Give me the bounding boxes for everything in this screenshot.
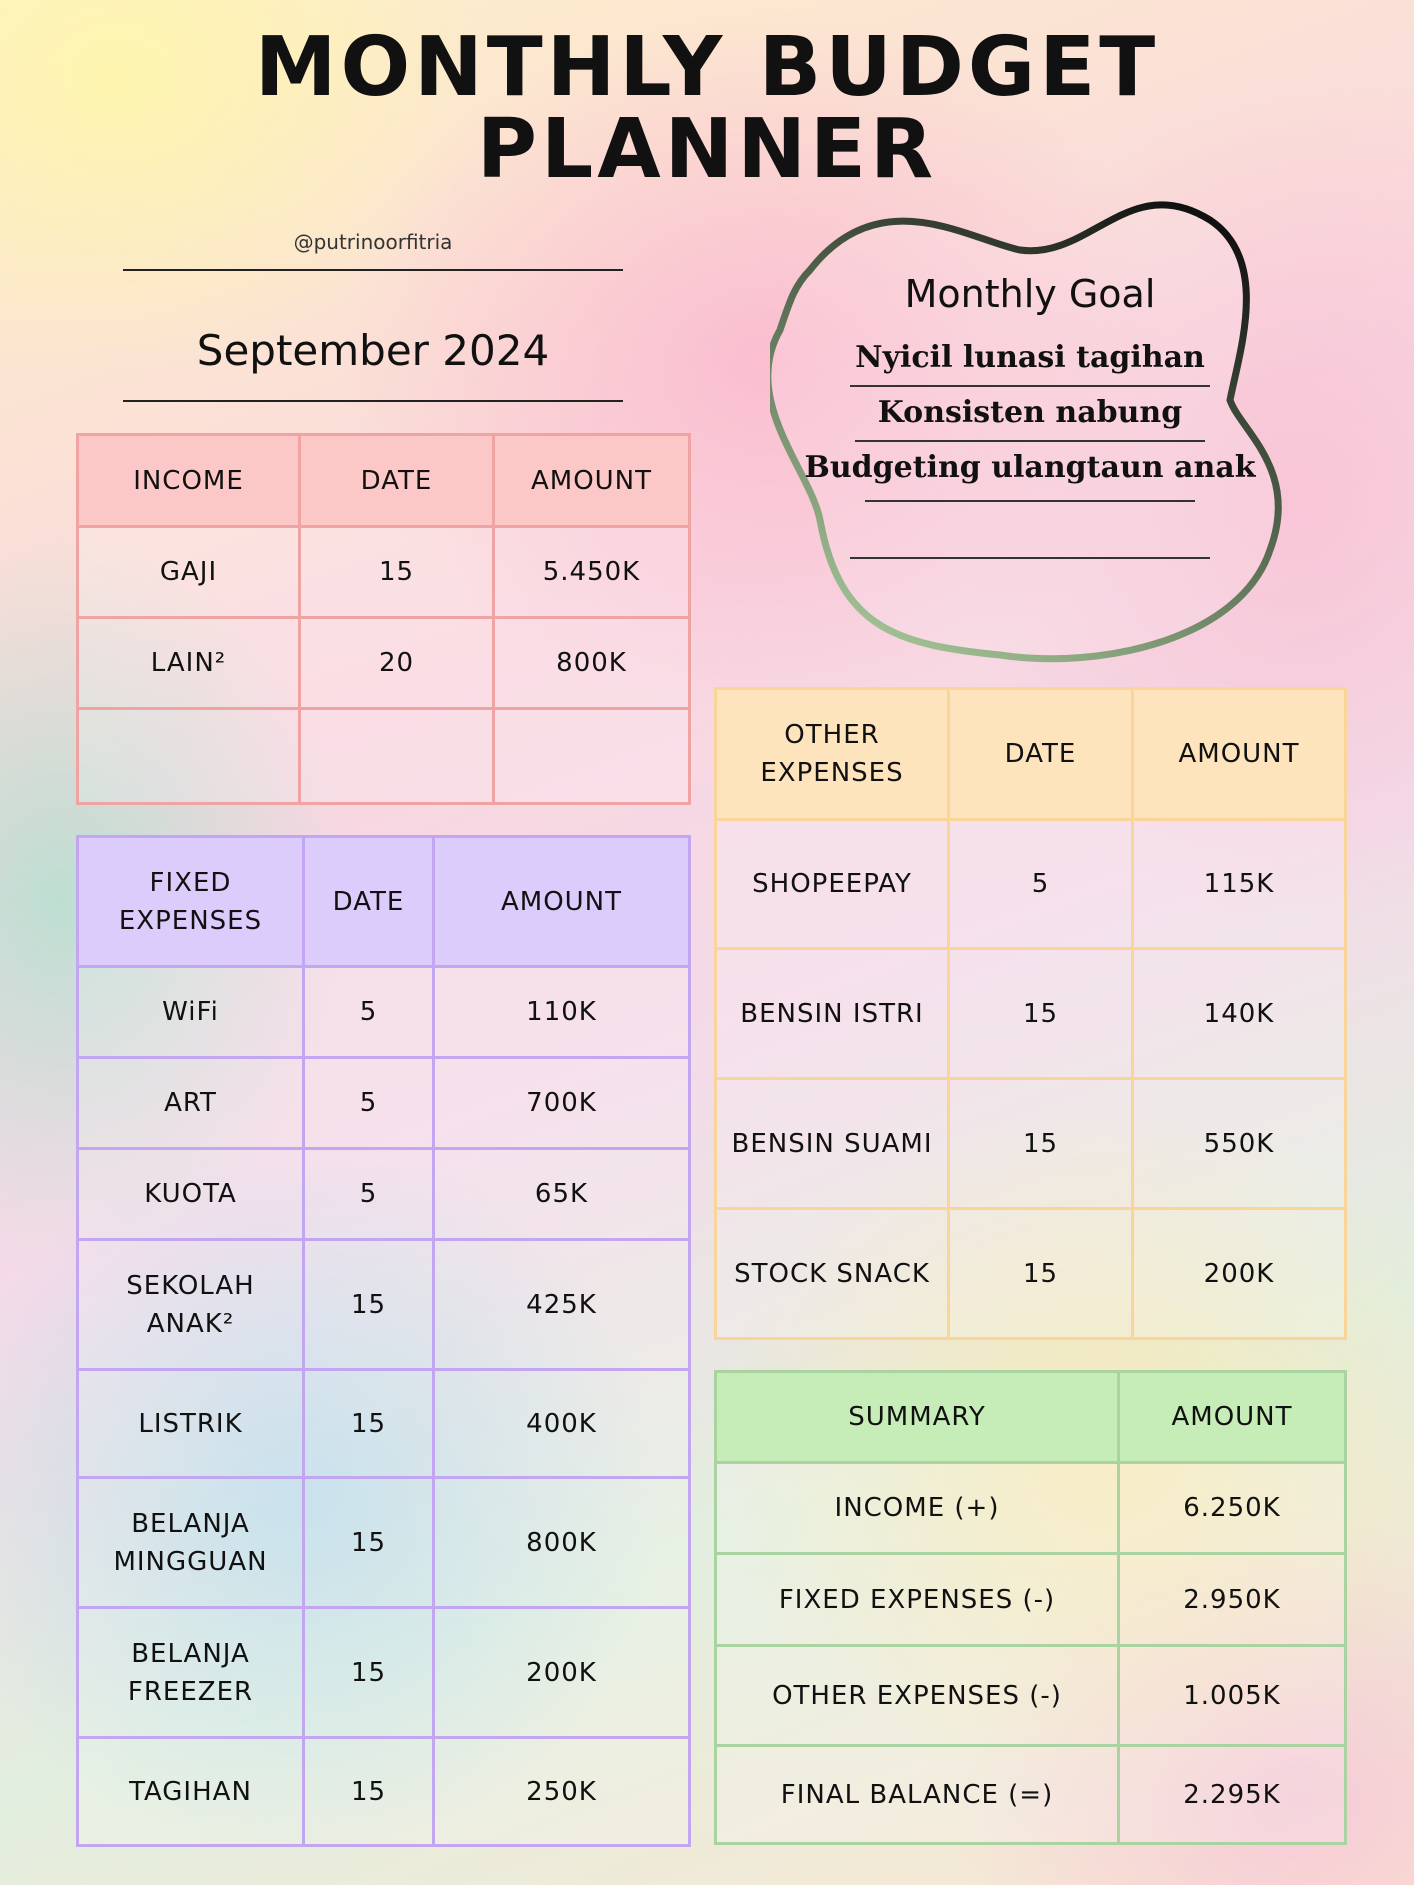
expense-date: 5 bbox=[304, 1149, 434, 1240]
expense-amount: 550K bbox=[1133, 1079, 1346, 1209]
date-header: DATE bbox=[949, 689, 1133, 820]
income-amount: 800K bbox=[494, 618, 690, 709]
table-row bbox=[78, 1608, 690, 1738]
table-row bbox=[716, 949, 1346, 1079]
summary-header: SUMMARY bbox=[716, 1372, 1119, 1463]
expense-amount: 200K bbox=[1133, 1209, 1346, 1339]
income-amount: 5.450K bbox=[494, 527, 690, 618]
income-source: LAIN² bbox=[78, 618, 300, 709]
expense-date: 15 bbox=[304, 1478, 434, 1608]
goal-item: Nyicil lunasi tagihan bbox=[855, 340, 1205, 375]
amount-header: AMOUNT bbox=[434, 837, 690, 967]
other-expenses-table bbox=[714, 687, 1347, 1340]
expense-name: WiFi bbox=[78, 967, 304, 1058]
amount-header: AMOUNT bbox=[494, 435, 690, 527]
summary-label: INCOME (+) bbox=[716, 1463, 1119, 1554]
table-row bbox=[716, 1646, 1346, 1746]
expense-name: BENSIN SUAMI bbox=[716, 1079, 949, 1209]
page-title-line1: MONTHLY BUDGET bbox=[254, 20, 1160, 115]
expense-date: 15 bbox=[949, 949, 1133, 1079]
expense-name: SEKOLAH ANAK² bbox=[78, 1240, 304, 1370]
expense-date: 5 bbox=[949, 820, 1133, 949]
expense-name: LISTRIK bbox=[78, 1370, 304, 1478]
summary-amount: 6.250K bbox=[1119, 1463, 1346, 1554]
goal-title: Monthly Goal bbox=[904, 272, 1156, 316]
income-table bbox=[76, 433, 691, 805]
expense-date: 15 bbox=[304, 1370, 434, 1478]
expense-date: 15 bbox=[949, 1209, 1133, 1339]
expense-date: 15 bbox=[949, 1079, 1133, 1209]
month-label: September 2024 bbox=[196, 326, 550, 375]
income-date: 20 bbox=[300, 618, 494, 709]
expense-name: KUOTA bbox=[78, 1149, 304, 1240]
monthly-goal-card bbox=[770, 200, 1256, 670]
author-handle: @putrinoorfitria bbox=[293, 230, 453, 254]
goal-line bbox=[855, 440, 1205, 442]
goal-line bbox=[850, 385, 1210, 387]
income-source: GAJI bbox=[78, 527, 300, 618]
table-row bbox=[716, 1746, 1346, 1844]
date-header: DATE bbox=[304, 837, 434, 967]
summary-label: FIXED EXPENSES (-) bbox=[716, 1554, 1119, 1646]
table-row bbox=[716, 1079, 1346, 1209]
expense-date: 5 bbox=[304, 967, 434, 1058]
expense-amount: 700K bbox=[434, 1058, 690, 1149]
amount-header: AMOUNT bbox=[1133, 689, 1346, 820]
expense-amount: 250K bbox=[434, 1738, 690, 1846]
summary-amount: 2.295K bbox=[1119, 1746, 1346, 1844]
page-title-line2: PLANNER bbox=[476, 102, 938, 197]
summary-table bbox=[714, 1370, 1347, 1845]
table-row bbox=[716, 1463, 1346, 1554]
table-row bbox=[78, 1149, 690, 1240]
date-header: DATE bbox=[300, 435, 494, 527]
fixed-expenses-table bbox=[76, 835, 691, 1847]
table-row bbox=[78, 1240, 690, 1370]
table-row bbox=[78, 967, 690, 1058]
table-row bbox=[716, 1209, 1346, 1339]
goal-item: Budgeting ulangtaun anak bbox=[804, 450, 1256, 485]
table-row bbox=[78, 527, 690, 618]
fixed-expenses-header: FIXED EXPENSES bbox=[78, 837, 304, 967]
expense-amount: 110K bbox=[434, 967, 690, 1058]
table-row bbox=[78, 1478, 690, 1608]
expense-name: BELANJA MINGGUAN bbox=[78, 1478, 304, 1608]
income-source bbox=[78, 709, 300, 804]
expense-name: STOCK SNACK bbox=[716, 1209, 949, 1339]
other-expenses-header: OTHER EXPENSES bbox=[716, 689, 949, 820]
expense-amount: 800K bbox=[434, 1478, 690, 1608]
handle-underline bbox=[123, 269, 623, 271]
income-date: 15 bbox=[300, 527, 494, 618]
income-header: INCOME bbox=[78, 435, 300, 527]
amount-header: AMOUNT bbox=[1119, 1372, 1346, 1463]
table-row bbox=[78, 618, 690, 709]
expense-name: ART bbox=[78, 1058, 304, 1149]
expense-name: BENSIN ISTRI bbox=[716, 949, 949, 1079]
goal-blob-outline bbox=[770, 200, 1290, 670]
table-row bbox=[78, 1738, 690, 1846]
expense-date: 15 bbox=[304, 1738, 434, 1846]
table-row bbox=[78, 1370, 690, 1478]
expense-name: TAGIHAN bbox=[78, 1738, 304, 1846]
expense-amount: 425K bbox=[434, 1240, 690, 1370]
expense-amount: 65K bbox=[434, 1149, 690, 1240]
expense-amount: 140K bbox=[1133, 949, 1346, 1079]
summary-amount: 2.950K bbox=[1119, 1554, 1346, 1646]
expense-date: 15 bbox=[304, 1240, 434, 1370]
expense-amount: 200K bbox=[434, 1608, 690, 1738]
expense-amount: 400K bbox=[434, 1370, 690, 1478]
table-row bbox=[78, 709, 690, 804]
summary-label: FINAL BALANCE (=) bbox=[716, 1746, 1119, 1844]
expense-amount: 115K bbox=[1133, 820, 1346, 949]
month-underline bbox=[123, 400, 623, 402]
expense-date: 5 bbox=[304, 1058, 434, 1149]
goal-item: Konsisten nabung bbox=[877, 395, 1183, 430]
table-row bbox=[716, 820, 1346, 949]
expense-name: BELANJA FREEZER bbox=[78, 1608, 304, 1738]
expense-date: 15 bbox=[304, 1608, 434, 1738]
goal-line bbox=[865, 500, 1195, 502]
income-date bbox=[300, 709, 494, 804]
expense-name: SHOPEEPAY bbox=[716, 820, 949, 949]
goal-line bbox=[850, 557, 1210, 559]
summary-amount: 1.005K bbox=[1119, 1646, 1346, 1746]
income-amount bbox=[494, 709, 690, 804]
table-row bbox=[716, 1554, 1346, 1646]
table-row bbox=[78, 1058, 690, 1149]
summary-label: OTHER EXPENSES (-) bbox=[716, 1646, 1119, 1746]
